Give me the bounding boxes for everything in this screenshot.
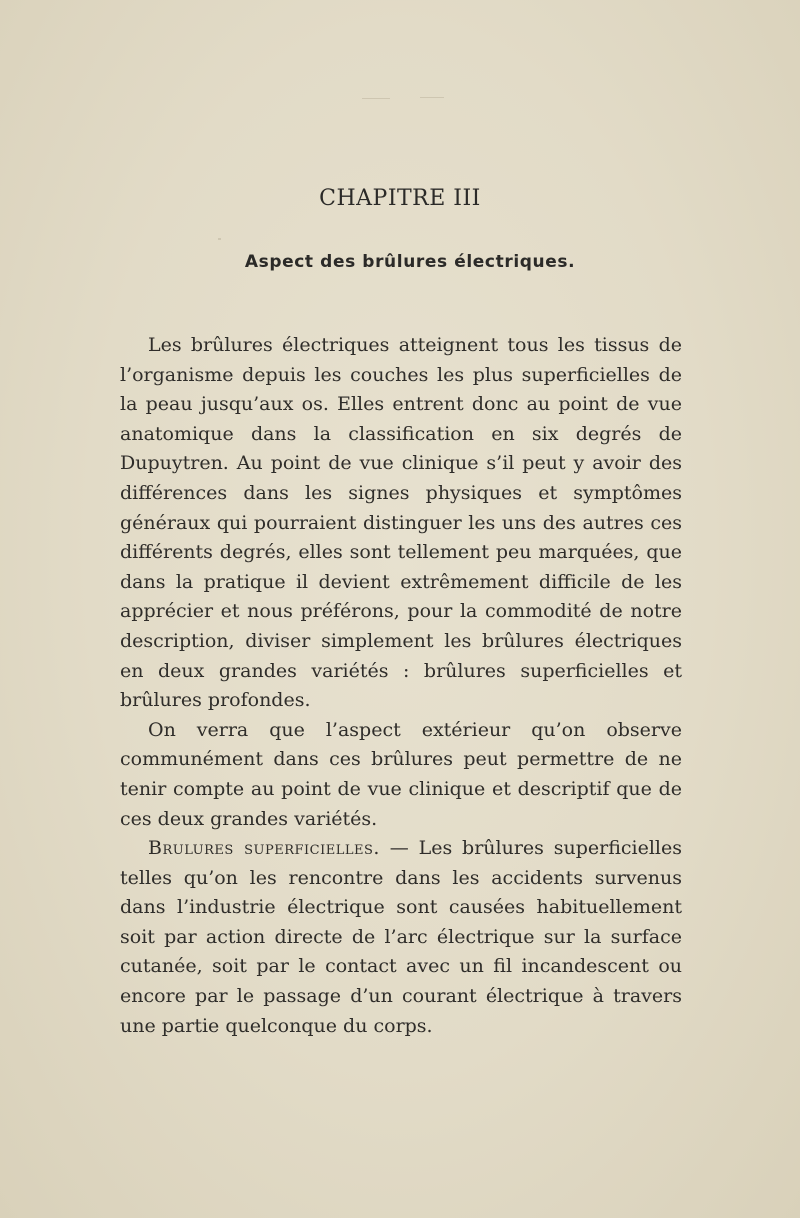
body-text xyxy=(120,331,682,1041)
paper-speck xyxy=(362,98,390,99)
paragraph: On verra que l’aspect extérieur qu’on observe communément dans ces brûlures peut permettre de ne tenir compte au point de vue clinique et descriptif que de ces deux grandes variétés. xyxy=(120,718,682,830)
paragraph xyxy=(120,834,682,1041)
paragraph-heading: Brulures superficielles. xyxy=(148,837,380,860)
section-title: Aspect des brûlures électriques. xyxy=(244,252,576,272)
paper-speck xyxy=(420,97,444,98)
paragraph: Les brûlures électriques atteignent tous les tissus de l’organisme depuis les couches les plus superficielles de la peau jusqu’aux os. Elles entrent donc au point de vue anatomique dans la classification en six degrés de Dupuytren. Au point de vue clinique s’il peut y avoir des différences dans les signes physiques et symptômes généraux qui pourraient distinguer les uns des autres ces différents degrés, elles sont tellement peu marquées, que dans la pratique il devient extrêmement difficile de les apprécier et nous préférons, pour la commodité de notre description, diviser simplement les brûlures électriques en deux grandes variétés : brûlures superficielles et brûlures profondes. xyxy=(120,334,682,712)
paragraph-text: Les brûlures superficielles telles qu’on les rencontre dans les accidents survenus dans l’industrie électrique sont causées habituellement soit par action directe de l’arc électrique sur la surface cutanée, soit par le contact avec un fil incandescent ou encore par le passage d’un courant électrique à travers une partie quelconque du corps. xyxy=(120,837,682,1037)
heading-dash: — xyxy=(379,837,419,860)
chapter-title: CHAPITRE III xyxy=(319,186,481,211)
paper-speck xyxy=(218,238,221,240)
